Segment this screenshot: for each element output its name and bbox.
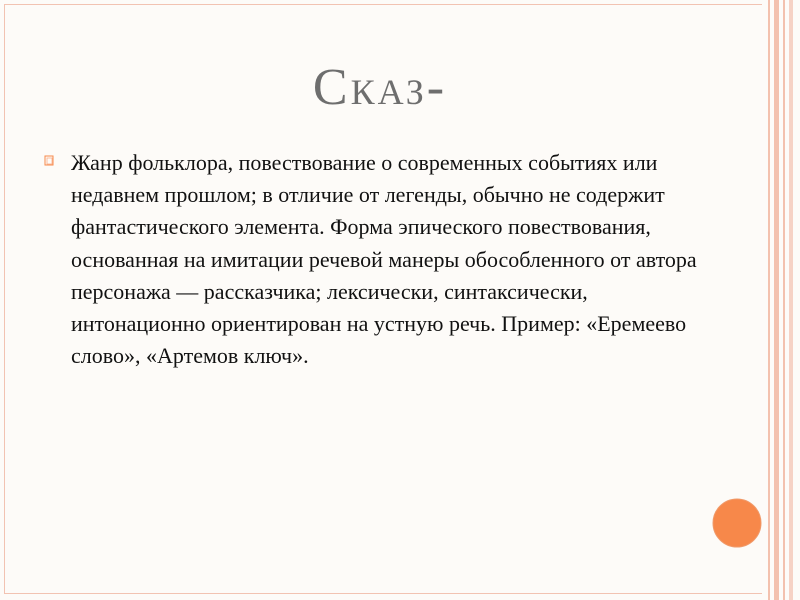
- decorative-stripes: [762, 0, 800, 600]
- bullet-item-text: Жанр фольклора, повествование о современных событиях или недавнем прошлом; в отличие от легенды, обычно не содержит фантастического элемента. Форма эпического повествования, основанная на имитации речевой манеры обособленного от автора персонажа — рассказчика; лексически, синтаксически, интонационно ориентирован на устную речь. Пример: «Еремеево слово», «Артемов ключ».: [71, 150, 697, 369]
- hollow-square-bullet-icon: [44, 155, 55, 166]
- orange-circle-icon: [712, 498, 762, 548]
- slide-title: Сказ-: [312, 59, 448, 116]
